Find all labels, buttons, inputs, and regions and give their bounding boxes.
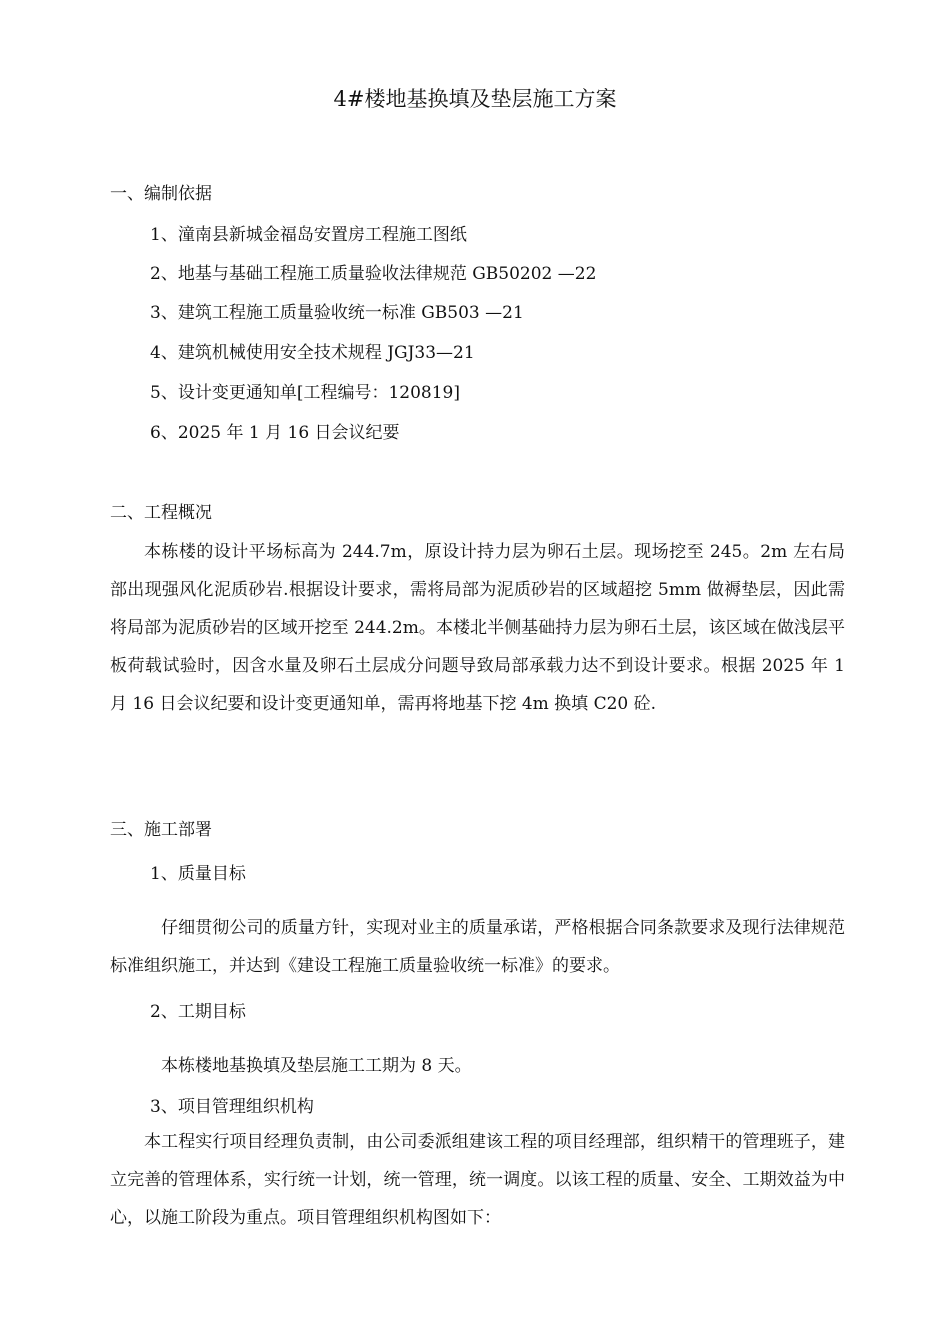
quality-paragraph: 仔细贯彻公司的质量方针，实现对业主的质量承诺，严格根据合同条款要求及现行法律规范标准组织施工，并达到《建设工程施工质量验收统一标准》的要求。 (110, 918, 845, 976)
list-item: 1、潼南县新城金福岛安置房工程施工图纸 (150, 225, 467, 245)
list-item: 3、建筑工程施工质量验收统一标准 GB503 —21 (150, 303, 524, 323)
section-heading-deployment: 三、施工部署 (110, 820, 212, 840)
page-title: 4#楼地基换填及垫层施工方案 (333, 87, 617, 111)
list-item: 5、设计变更通知单[工程编号：120819] (150, 383, 460, 403)
section-heading-overview: 二、工程概况 (110, 503, 212, 523)
schedule-paragraph: 本栋楼地基换填及垫层施工工期为 8 天。 (161, 1056, 472, 1076)
subheading-schedule-target: 2、工期目标 (150, 1002, 246, 1022)
organization-paragraph: 本工程实行项目经理负责制，由公司委派组建该工程的项目经理部，组织精干的管理班子，建立完善的管理体系，实行统一计划，统一管理，统一调度。以该工程的质量、安全、工期效益为中心，以施工阶段为重点。项目管理组织机构图如下： (110, 1132, 845, 1228)
subheading-organization: 3、项目管理组织机构 (150, 1097, 314, 1117)
list-item: 2、地基与基础工程施工质量验收法律规范 GB50202 —22 (150, 264, 597, 284)
list-item: 6、2025 年 1 月 16 日会议纪要 (150, 423, 400, 443)
section-heading-basis: 一、编制依据 (110, 184, 212, 204)
subheading-quality-target: 1、质量目标 (150, 864, 246, 884)
overview-paragraph: 本栋楼的设计平场标高为 244.7m，原设计持力层为卵石土层。现场挖至 245。2m 左右局部出现强风化泥质砂岩.根据设计要求，需将局部为泥质砂岩的区域超挖 5mm 做褥垫层，因此需将局部为泥质砂岩的区域开挖至 244.2m。本楼北半侧基础持力层为卵石土层，该区域在做浅层平板荷载试验时，因含水量及卵石土层成分问题导致局部承载力达不到设计要求。根据 2025 年 1 月 16 日会议纪要和设计变更通知单，需再将地基下挖 4m 换填 C20 砼. (110, 542, 845, 714)
list-item: 4、建筑机械使用安全技术规程 JGJ33—21 (150, 343, 475, 363)
